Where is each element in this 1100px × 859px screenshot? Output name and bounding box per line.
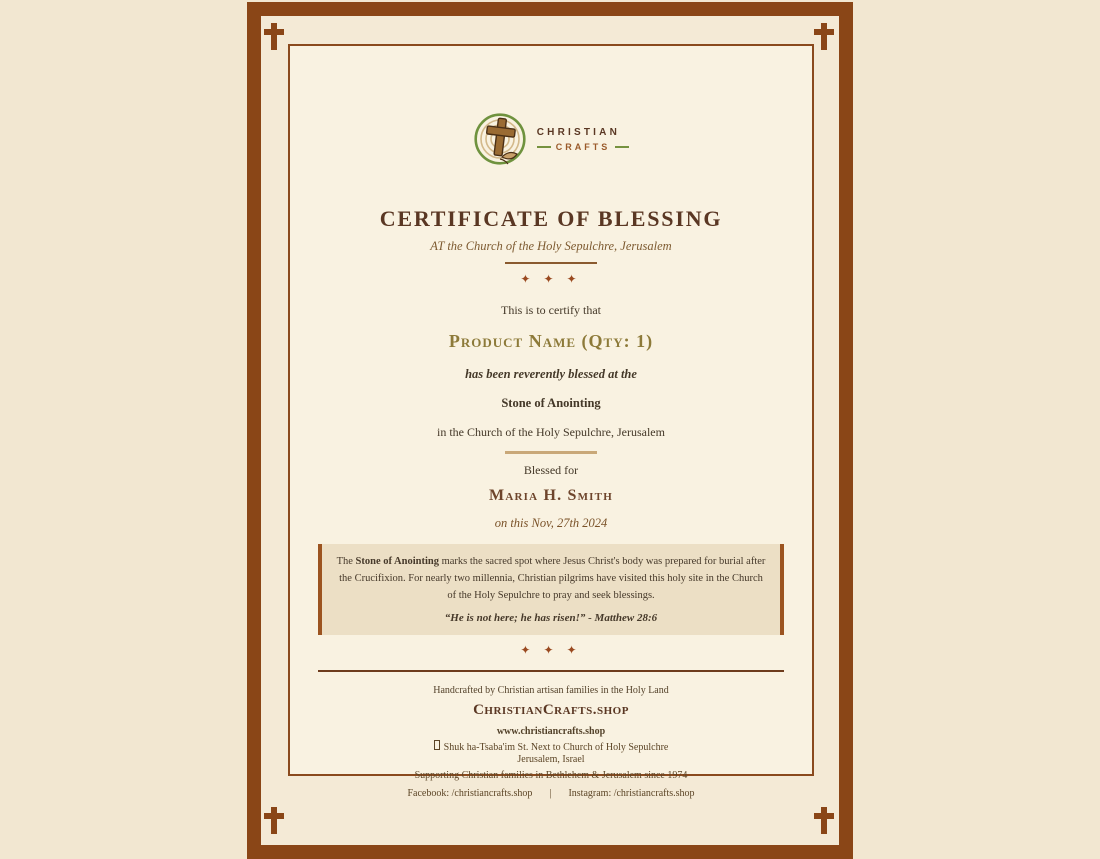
footer-social-line: [290, 788, 812, 799]
social-separator: |: [549, 788, 552, 800]
recipient-name: Maria H. Smith: [489, 486, 613, 504]
brand-name-bottom: CRAFTS: [537, 142, 630, 152]
certificate-panel: [288, 44, 814, 800]
footer-divider: [318, 670, 784, 672]
footer-website: www.christiancrafts.shop: [496, 726, 606, 738]
corner-cross-icon: [814, 23, 834, 50]
subtitle-divider: [505, 262, 597, 264]
brand-name-top: CHRISTIAN: [536, 126, 620, 138]
section-divider: [505, 451, 597, 454]
blessing-date: on this Nov, 27th 2024: [494, 515, 608, 530]
facebook-handle: Facebook: /christiancrafts.shop: [407, 788, 533, 800]
footer-address-line2: Jerusalem, Israel: [517, 754, 585, 766]
note-paragraph: The Stone of Anointing marks the sacred spot where Jesus Christ's body was prepared for burial after the Crucifixion. For nearly two millennia, Christian pilgrims have visited this holy site in the Church of the Holy Sepulchre to pray and seek blessings.: [336, 555, 766, 602]
diamond-ornament: ✦ ✦ ✦: [520, 643, 582, 658]
brand-logo: [290, 112, 812, 166]
blessed-line: has been reverently blessed at the: [465, 367, 637, 381]
note-box: [318, 544, 784, 636]
footer-supporting-line: Supporting Christian families in Bethlehem & Jerusalem since 1974: [414, 770, 688, 782]
handcrafted-line: Handcrafted by Christian artisan families in the Holy Land: [433, 685, 669, 697]
corner-cross-icon: [264, 807, 284, 834]
certify-line: This is to certify that: [501, 303, 601, 317]
corner-cross-icon: [264, 23, 284, 50]
location-name: Stone of Anointing: [501, 396, 601, 410]
missing-glyph-icon: [434, 740, 440, 750]
diamond-ornament: ✦ ✦ ✦: [520, 272, 582, 286]
blessed-for-label: Blessed for: [523, 462, 579, 477]
brand-logo-icon: [473, 112, 527, 166]
location-line: in the Church of the Holy Sepulchre, Jerusalem: [437, 425, 665, 439]
product-name: Product Name (Qty: 1): [448, 331, 654, 351]
footer-address-line1: Shuk ha-Tsaba'im St. Next to Church of Holy Sepulchre: [290, 740, 812, 753]
note-highlight: Stone of Anointing: [355, 555, 439, 567]
logo-dash: [537, 146, 551, 148]
instagram-handle: Instagram: /christiancrafts.shop: [568, 788, 695, 800]
scripture-verse: “He is not here; he has risen!” - Matthew 28:6: [444, 612, 658, 625]
brand-logo-text: [537, 127, 630, 152]
certificate-title: CERTIFICATE OF BLESSING: [379, 206, 723, 231]
logo-dash: [615, 146, 629, 148]
corner-cross-icon: [814, 807, 834, 834]
footer-brand: ChristianCrafts.shop: [473, 702, 629, 719]
certificate-subtitle: AT the Church of the Holy Sepulchre, Jerusalem: [430, 239, 672, 253]
